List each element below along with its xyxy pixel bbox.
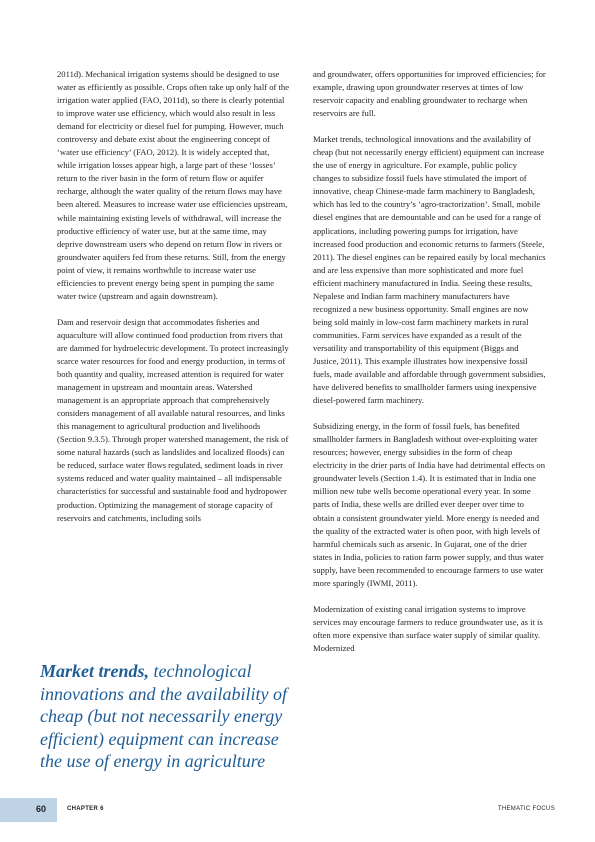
pull-quote-text: technological innovations and the availability of cheap (but not necessarily energy efficient) equipment can increase the use of energy in agriculture [40,661,287,771]
chapter-label: CHAPTER 6 [67,806,104,812]
right-text-column [313,68,546,668]
section-label: THEMATIC FOCUS [497,806,555,812]
body-paragraph: 2011d). Mechanical irrigation systems should be designed to use water as efficiently as possible. Crops often take up only half of the irrigation water applied (FAO, 2011d), so there is clearly potential to improve water use efficiency, which would also result in less demand for electricity or diesel fuel for pumping. However, much controversy and debate exist about the engineering concept of ‘water use efficiency’ (FAO, 2012). It is widely accepted that, while irrigation losses appear high, a large part of these ‘losses’ return to the river basin in the form of return flow or aquifer recharge, although the water quality of the return flows may have been altered. Measures to increase water use efficiencies upstream, while maintaining existing levels of withdrawal, will increase the productive efficiency of water use, but at the same time, may deprive downstream users who depend on return flow in rivers or groundwater aquifers fed from these returns. Still, from the energy point of view, it remains worthwhile to increase water use efficiencies to prevent energy being spent in pumping the same water twice (upstream and again downstream). [57,69,290,301]
page-number: 60 [36,804,47,814]
page-number-box [0,798,57,822]
left-text-column [57,68,290,538]
body-paragraph: and groundwater, offers opportunities for improved efficiencies; for example, drawing upon groundwater reserves at times of low reservoir capacity and enabling groundwater to recharge when reservoirs are full. [313,69,546,119]
pull-quote [40,660,302,773]
body-paragraph: Modernization of existing canal irrigation systems to improve services may encourage farmers to reduce groundwater use, as it is often more expensive than surface water supply of similar quality. Modernized [313,603,543,653]
body-paragraph: Market trends, technological innovations and the availability of cheap (but not necessarily energy efficient) equipment can increase the use of energy in agriculture. For example, public policy changes to subsidize fossil fuels have stimulated the import of innovative, cheap Chinese-made farm machinery to Bangladesh, which has led to the country’s ‘agro-tractorization’. Small, mobile diesel engines that are demountable and can be used for a range of applications, including powering pumps for irrigation, have increased food production and economic returns to farmers (Steele, 2011). The diesel engines can be repaired easily by local mechanics and are less expensive than more sophisticated and more fuel efficient machinery manufactured in India. Seeing these results, Nepalese and Indian farm machinery manufacturers have recognized a new business opportunity. Small engines are now being sold mainly in low-cost farm machinery markets in rural communities. Farm services have expanded as a result of the versatility and transportability of this equipment (Biggs and Justice, 2011). This example illustrates how inexpensive fossil fuels, made available and affordable through government subsidies, have delivered benefits to smallholder farmers using inexpensive diesel-powered farm machinery. [313,134,546,406]
body-paragraph: Subsidizing energy, in the form of fossil fuels, has benefited smallholder farmers in Bangladesh without over-exploiting water resources; however, energy subsidies in the form of cheap electricity in the drier parts of India have had detrimental effects on groundwater levels (Section 1.4). It is estimated that in India one million new tube wells become operational every year. In some parts of India, these wells are drilled ever deeper over time to obtain a consistent groundwater yield. More energy is needed and the quality of the extracted water is often poor, with high levels of harmful chemicals such as arsenic. In Gujarat, one of the drier states in India, policies to ration farm power supply, and thus water supply, have been recommended to encourage farmers to use water more sparingly (IWMI, 2011). [313,421,546,588]
body-paragraph: Dam and reservoir design that accommodates fisheries and aquaculture will allow continued food production from rivers that are dammed for hydroelectric development. To protect increasingly scarce water resources for food and energy production, in terms of both quantity and quality, increased attention is required for water management in upstream and mountain areas. Watershed management is an appropriate approach that comprehensively considers management of all available natural resources, and links this management to agricultural production and livelihoods (Section 9.3.5). Through proper watershed management, the risk of some natural hazards (such as landslides and localized floods) can be reduced, surface water flows regulated, sediment loads in river systems reduced and water quality maintained – all indispensable characteristics for successful and sustainable food and hydropower production. Optimizing the management of storage capacity of reservoirs and catchments, including soils [57,316,289,523]
page-footer [0,798,595,822]
pull-quote-lead: Market trends, [40,661,150,681]
